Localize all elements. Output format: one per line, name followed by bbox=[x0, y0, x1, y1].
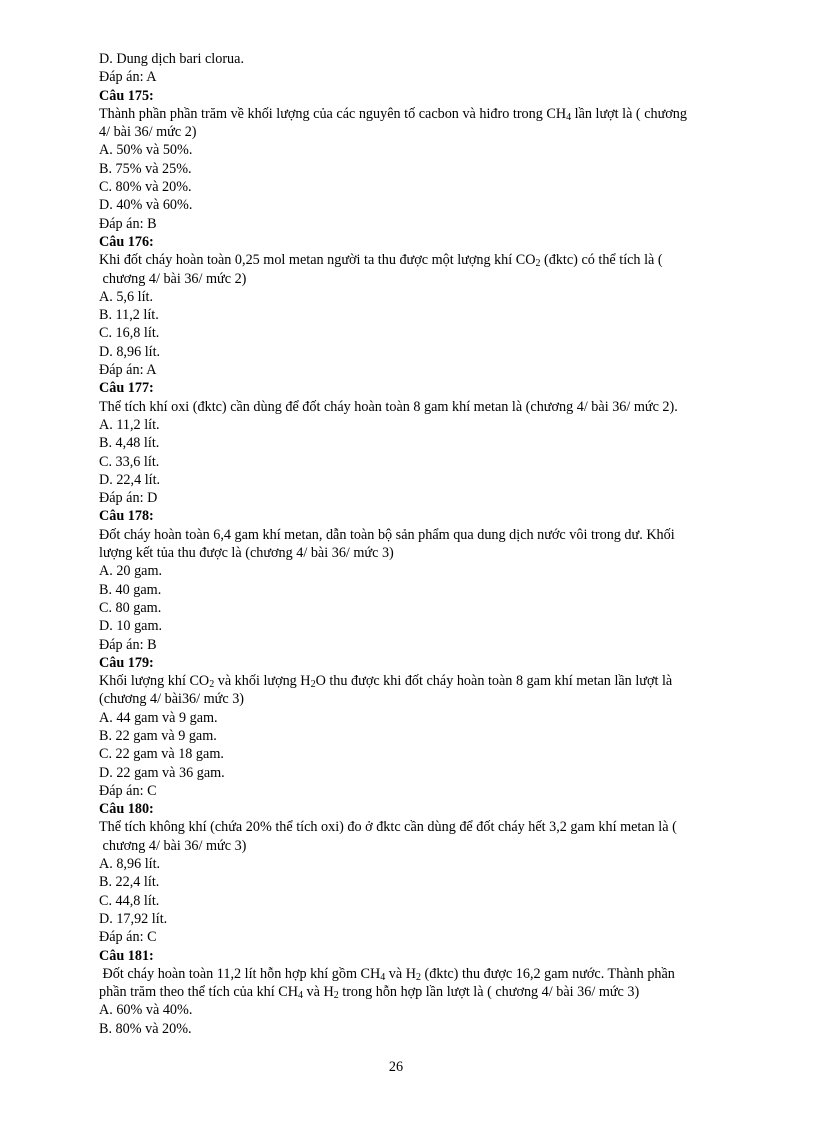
subscript: 2 bbox=[415, 971, 421, 983]
text-line bbox=[99, 636, 785, 654]
text-segment: và H bbox=[302, 984, 334, 1001]
text-segment: lần lượt là ( chương bbox=[571, 105, 687, 122]
text-segment: A. 5,6 lít. bbox=[99, 288, 153, 305]
text-line bbox=[99, 1020, 785, 1038]
text-segment: Câu 178: bbox=[99, 508, 154, 525]
text-line bbox=[99, 50, 785, 68]
text-segment: trong hỗn hợp lần lượt là ( chương 4/ bài 36/ mức 3) bbox=[338, 984, 640, 1001]
text-segment: Thành phần phần trăm về khối lượng của các nguyên tố cacbon và hiđro trong CH bbox=[99, 105, 567, 122]
text-segment: Câu 180: bbox=[99, 801, 154, 818]
text-line bbox=[99, 581, 785, 599]
text-segment: Khi đốt cháy hoàn toàn 0,25 mol metan người ta thu được một lượng khí CO bbox=[99, 252, 536, 269]
subscript: 2 bbox=[535, 258, 541, 270]
text-segment: và khối lượng H bbox=[214, 673, 311, 690]
text-line bbox=[99, 910, 785, 928]
text-segment: Câu 179: bbox=[99, 654, 154, 671]
text-line bbox=[99, 123, 785, 141]
text-segment: D. 40% và 60%. bbox=[99, 197, 193, 214]
text-line bbox=[99, 672, 785, 690]
text-segment: D. Dung dịch bari clorua. bbox=[99, 51, 244, 67]
page-number: 26 bbox=[388, 1059, 404, 1075]
text-line bbox=[99, 599, 785, 617]
text-line bbox=[99, 215, 785, 233]
text-segment: C. 16,8 lít. bbox=[99, 325, 160, 342]
question-heading bbox=[99, 507, 785, 525]
text-segment: lượng kết tủa thu được là (chương 4/ bài 36/ mức 3) bbox=[99, 545, 394, 562]
question-heading bbox=[99, 379, 785, 397]
text-line bbox=[99, 453, 785, 471]
text-line bbox=[99, 1001, 785, 1019]
text-segment: B. 80% và 20%. bbox=[99, 1020, 192, 1037]
question-heading bbox=[99, 654, 785, 672]
text-segment: Câu 176: bbox=[99, 233, 154, 250]
text-segment: C. 80% và 20%. bbox=[99, 179, 192, 196]
text-line bbox=[99, 343, 785, 361]
document-body bbox=[99, 50, 785, 1038]
text-line bbox=[99, 709, 785, 727]
text-segment: Đáp án: C bbox=[99, 782, 157, 799]
question-heading bbox=[99, 800, 785, 818]
text-segment: Đáp án: B bbox=[99, 215, 157, 232]
text-segment: (đktc) thu được 16,2 gam nước. Thành phần bbox=[420, 965, 675, 982]
text-segment: O thu được khi đốt cháy hoàn toàn 8 gam khí metan lần lượt là bbox=[315, 673, 673, 690]
subscript: 2 bbox=[310, 679, 316, 691]
question-heading bbox=[99, 233, 785, 251]
text-segment: (đktc) có thể tích là ( bbox=[540, 252, 663, 269]
text-line bbox=[99, 562, 785, 580]
text-segment: Thể tích khí oxi (đktc) cần dùng để đốt cháy hoàn toàn 8 gam khí metan là (chương 4/ bài 36/ mức 2). bbox=[99, 398, 678, 415]
text-segment: A. 20 gam. bbox=[99, 563, 163, 580]
text-segment: chương 4/ bài 36/ mức 2) bbox=[99, 270, 247, 287]
question-heading bbox=[99, 947, 785, 965]
text-line bbox=[99, 160, 785, 178]
text-line bbox=[99, 489, 785, 507]
text-line bbox=[99, 416, 785, 434]
text-segment: chương 4/ bài 36/ mức 3) bbox=[99, 837, 247, 854]
text-line bbox=[99, 837, 785, 855]
text-segment: D. 10 gam. bbox=[99, 618, 163, 635]
text-segment: Đốt cháy hoàn toàn 6,4 gam khí metan, dẫn toàn bộ sản phẩm qua dung dịch nước vôi trong dư. Khối bbox=[99, 526, 675, 543]
text-line bbox=[99, 782, 785, 800]
subscript: 4 bbox=[297, 990, 303, 1002]
subscript: 4 bbox=[566, 111, 572, 123]
subscript: 4 bbox=[380, 971, 386, 983]
text-line bbox=[99, 471, 785, 489]
question-heading bbox=[99, 87, 785, 105]
text-segment: Câu 175: bbox=[99, 87, 154, 104]
text-segment: A. 11,2 lít. bbox=[99, 416, 160, 433]
text-segment: Khối lượng khí CO bbox=[99, 673, 210, 690]
text-line bbox=[99, 68, 785, 86]
text-line bbox=[99, 818, 785, 836]
text-line bbox=[99, 398, 785, 416]
text-segment: Đáp án: B bbox=[99, 636, 157, 653]
text-line bbox=[99, 873, 785, 891]
text-line bbox=[99, 617, 785, 635]
text-segment: A. 44 gam và 9 gam. bbox=[99, 709, 218, 726]
text-line bbox=[99, 764, 785, 782]
text-segment: B. 75% và 25%. bbox=[99, 160, 192, 177]
text-line bbox=[99, 544, 785, 562]
text-segment: Đốt cháy hoàn toàn 11,2 lít hỗn hợp khí gồm CH bbox=[99, 965, 381, 982]
text-line bbox=[99, 983, 785, 1001]
text-segment: Đáp án: D bbox=[99, 490, 158, 507]
text-line bbox=[99, 690, 785, 708]
text-segment: B. 22 gam và 9 gam. bbox=[99, 727, 217, 744]
text-line bbox=[99, 105, 785, 123]
text-segment: Câu 181: bbox=[99, 947, 154, 964]
text-line bbox=[99, 855, 785, 873]
text-line bbox=[99, 141, 785, 159]
text-line bbox=[99, 361, 785, 379]
text-line bbox=[99, 251, 785, 269]
text-line bbox=[99, 434, 785, 452]
text-segment: Đáp án: A bbox=[99, 69, 157, 86]
subscript: 2 bbox=[333, 990, 339, 1002]
text-segment: Câu 177: bbox=[99, 380, 154, 397]
text-line bbox=[99, 727, 785, 745]
text-line bbox=[99, 306, 785, 324]
text-segment: và H bbox=[385, 965, 416, 982]
text-segment: D. 22,4 lít. bbox=[99, 471, 161, 488]
text-line bbox=[99, 928, 785, 946]
text-line bbox=[99, 965, 785, 983]
text-line bbox=[99, 526, 785, 544]
text-line bbox=[99, 745, 785, 763]
text-line bbox=[99, 178, 785, 196]
text-segment: D. 22 gam và 36 gam. bbox=[99, 764, 225, 781]
text-segment: (chương 4/ bài36/ mức 3) bbox=[99, 691, 245, 708]
text-segment: A. 8,96 lít. bbox=[99, 856, 161, 873]
text-segment: Đáp án: A bbox=[99, 362, 157, 379]
text-line bbox=[99, 270, 785, 288]
page-number-container bbox=[0, 1059, 816, 1076]
text-segment: B. 11,2 lít. bbox=[99, 307, 159, 324]
text-segment: 4/ bài 36/ mức 2) bbox=[99, 124, 197, 141]
text-segment: A. 50% và 50%. bbox=[99, 142, 193, 159]
text-segment: phần trăm theo thể tích của khí CH bbox=[99, 984, 298, 1001]
text-segment: Thể tích không khí (chứa 20% thể tích oxi) đo ở đktc cần dùng để đốt cháy hết 3,2 gam khí metan là ( bbox=[99, 819, 677, 836]
text-line bbox=[99, 196, 785, 214]
text-segment: B. 22,4 lít. bbox=[99, 874, 160, 891]
text-segment: D. 17,92 lít. bbox=[99, 910, 168, 927]
text-segment: C. 80 gam. bbox=[99, 599, 162, 616]
text-segment: C. 22 gam và 18 gam. bbox=[99, 746, 224, 763]
text-line bbox=[99, 324, 785, 342]
text-line bbox=[99, 288, 785, 306]
subscript: 2 bbox=[209, 679, 215, 691]
text-segment: C. 44,8 lít. bbox=[99, 892, 160, 909]
text-segment: D. 8,96 lít. bbox=[99, 343, 161, 360]
text-segment: Đáp án: C bbox=[99, 929, 157, 946]
text-segment: C. 33,6 lít. bbox=[99, 453, 160, 470]
text-segment: B. 40 gam. bbox=[99, 581, 162, 598]
text-segment: A. 60% và 40%. bbox=[99, 1002, 193, 1019]
text-line bbox=[99, 892, 785, 910]
text-segment: B. 4,48 lít. bbox=[99, 435, 160, 452]
